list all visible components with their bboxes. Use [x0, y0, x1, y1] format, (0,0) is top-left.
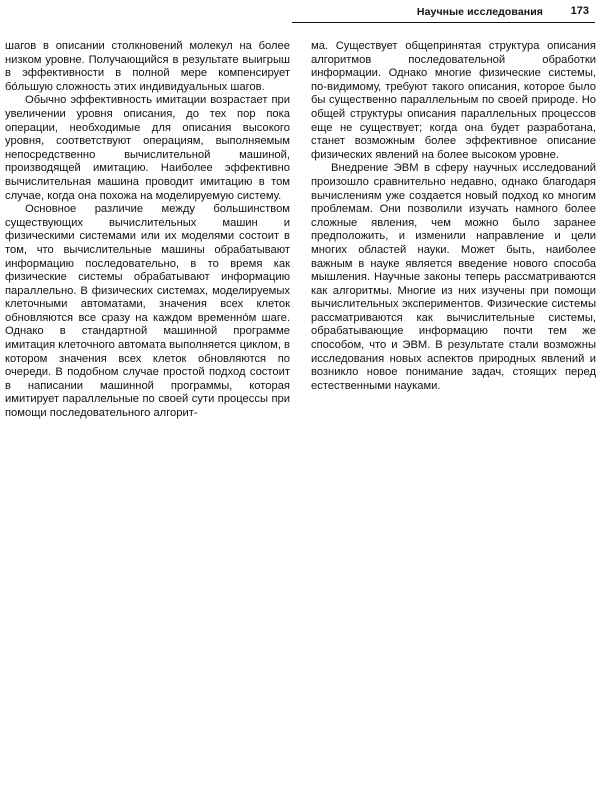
paragraph-left-3: Основное различие между большинством существующих вычислительных машин и физическими системами или их моделями состоит в том, что вычислительные машины обрабатывают информацию последовательно, в то время как физические системы обрабатывают информацию параллельно. В физических системах, моделируемых клеточными автоматами, значения всех клеток обновляются все сразу на каждом временно́м шаге. Однако в стандартной машинной программе имитация клеточного автомата выполняется циклом, в котором значения всех клеток обновляются по очереди. В подобном случае простой подход состоит в написании машинной программы, которая имитирует параллельные по своей сути процессы при помощи последовательного алгорит- [5, 203, 290, 420]
running-title: Научные исследования [416, 6, 543, 18]
left-column [5, 40, 290, 421]
paragraph-right-1: ма. Существует общепринятая структура описания алгоритмов последовательной обработки информации. Однако многие физические системы, по-видимому, требуют такого описания, которое было бы существенно параллельным по своей природе. Но общей структуры описания параллельных процессов еще не существует; когда она будет разработана, станет возможным более эффективное описание физических явлений на более высоком уровне. [311, 40, 596, 161]
right-column [311, 40, 596, 393]
page-number: 173 [570, 5, 589, 17]
paragraph-left-1: шагов в описании столкновений молекул на более низком уровне. Получающийся в результате выигрыш в эффективности в полной мере компенсирует бо́льшую сложность этих индивидуальных шагов. [5, 40, 290, 93]
paragraph-left-2: Обычно эффективность имитации возрастает при увеличении уровня описания, до тех пор пока операции, необходимые для описания высокого уровня, соответствуют операциям, выполняемым непосредственно вычислительной машиной, производящей имитацию. Наиболее эффективно вычислительная машина проводит имитацию в том случае, когда она похожа на моделируемую систему. [5, 94, 290, 202]
paragraph-right-2: Внедрение ЭВМ в сферу научных исследований произошло сравнительно недавно, однако благодаря вычислениям уже создается новый подход ко многим проблемам. Они позволили изучать намного более сложные явления, чем можно было заранее предположить, и изменили направление и цели многих областей науки. Может быть, наиболее важным в науке является введение нового способа мышления. Научные законы теперь рассматриваются как алгоритмы. Многие из них изучены при помощи вычислительных экспериментов. Физические системы рассматриваются как вычислительные системы, обрабатывающие информацию почти тем же способом, что и ЭВМ. В результате стали возможны исследования новых аспектов природных явлений и возникло новое понимание задач, стоящих перед естественными науками. [311, 162, 596, 392]
running-head [292, 4, 595, 23]
